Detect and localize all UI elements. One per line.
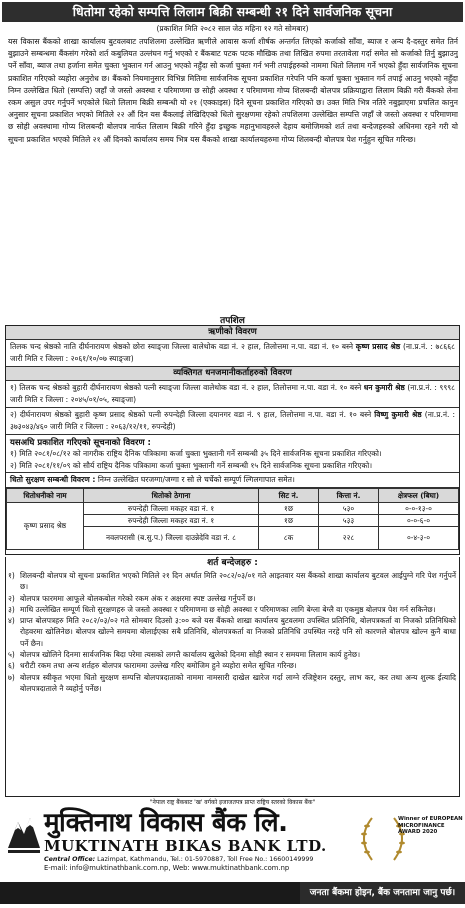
col-sheet: सिट नं.: [259, 489, 319, 503]
col-owner: धितोधनीको नाम: [7, 489, 84, 503]
term-text: बोलपत्र फारममा आफूले बोलकबोल गरेको रकम अंक र अक्षरमा स्पष्ट उल्लेख गर्नुपर्ने छ।: [20, 593, 256, 603]
guarantor-2-post: (ना.प्र.नं. : ३७३०४३/४६० जारी मिति र जिल्ला : २०६३/१२/११, रुपन्देही): [10, 410, 455, 431]
central-office: [44, 855, 313, 864]
license-tagline: "नेपाल राष्ट्र बैंकबाट 'ख' वर्गको इजाजतपत्र प्राप्त राष्ट्रिय स्तरको विकास बैंक": [149, 799, 316, 806]
borrower-heading: ऋणीको विवरण: [6, 326, 459, 340]
slogan-bar-left: [0, 882, 300, 904]
contact-line: E-mail: info@muktinathbank.com.np, Web: www.muktinathbank.com.np: [44, 864, 290, 872]
term-number: १): [8, 571, 15, 580]
bank-logo-icon: [6, 808, 42, 858]
slogan-bar: [0, 882, 465, 904]
kitta-cell: ५३३: [319, 515, 379, 527]
address-cell: रुपन्देही जिल्ला मकहर वडा नं. १: [84, 503, 259, 515]
brand-name-nepali: मुक्तिनाथ विकास बैंक लि.: [44, 808, 288, 838]
tapsil-heading: तपशिल: [220, 316, 245, 326]
brand-name-english: MUKTINATH BIKAS BANK LTD.: [44, 837, 327, 855]
prior-notice-item: १) मिति २०८१/०८/१२ को नागरीक राष्ट्रिय दैनिक पत्रिकामा कर्जा चुक्ता भुक्तानी गर्ने सम्बन्धी ३५ दिने सार्वजनिक सूचना प्रकाशित गरिएको।: [10, 449, 382, 458]
security-line: [6, 472, 459, 488]
intro-paragraph: यस विकास बैंकको शाखा कार्यालय बुटवलबाट तपशिलमा उल्लेखित ऋणीले आवास कर्जा शीर्षक अन्तर्गत लिएको कर्जाको साँवा, ब्याज र अन्य दै-दस्तुर समेत तिर्न बुझाउने सम्बन्धमा बैंकसंग गरेको शर्त कबुलियत उल्लंघन गर्नु भएको र बैंकबाट पटक पटक मौखिक तथा लिखित रुपमा तरतावेला गर्दा समेत सो कर्जाको तिर्नु बुझाउनु पर्ने साँवा, ब्याज तथा हर्जाना समेत चुक्ता भुक्तान गर्न आउनु भएको नहुँदा सो कर्जा चुक्ता गर्न भनी तपाईहरुको नाममा धितो लिलाम गर्ने भएको हुँदा सार्वजनिक सूचना प्रकाशित गरिएको व्यहोरा अनुरोध छ। बैंकको नियमानुसार विभिन्न मितिमा सार्वजनिक सूचना प्रकाशित गरेपनि पनि कर्जा चुक्ता भुक्तान गर्न तपाई आउनु भएको नहुँदा निम्न उल्लेखित धितो (सम्पत्ति) जहाँ जे जस्तो अवस्था र परिमाणमा छ सोही अवस्था र परिमाणमा गोप्य शिलबन्दी बोलपत्र प्रक्रियाद्वारा लिलाम बिक्री गरी बैंकको लेना रकम असुल उपर गर्नुपर्ने भएकोले धितो लिलाम बिक्री सम्बन्धी यो २१ (एक्काइस) दिने सूचना प्रकाशित गरिएको छ। उक्त मिति भित्र नतिरे नबुझाएमा प्रचलित कानुन अनुसार सूचना प्रकाशित भएको मितिले २२ औं दिन यस बैंकलाई लेखिदिएको धितो सुरक्षणमा रहेको तपशिलमा उल्लेखित सम्पत्ति जहाँ जे जस्तो अवस्था र परिमाणमा छ सोही अवस्थामा गोप्य शिलबन्दी बोलपत्र नार्फत लिलाम बिक्री गरिने हुँदा इच्छुक महानुभावहरुले देहाय बमोजिमको शर्त तथा बन्देजहरुको अधिनमा रहने गरी यो सूचना प्रकाशित भएको मितिले २१ औं दिनको कार्यालय समय भित्र यस बैंकको शाखा कार्यालयहरुमा गोप्य शिलबन्दी बोलपत्र पेश गर्नुहुन सूचित गरिन्छ।: [8, 37, 458, 144]
term-text: बोलपत्र खोलिने दिनमा सार्वजनिक बिदा परेमा त्यसको लगत्तै कार्यालय खुलेको दिनमा सोही स्थान र समयमा लिलाम कार्य हुनेछ।: [20, 650, 361, 660]
term-text: शिलबन्दी बोलपत्र यो सूचना प्रकाशित भएको मितिले २१ दिन अर्थात मिति २०८२/०३/०१ गते आइतवार यस बैंकको शाखा कार्यालय बुटवल आईपुग्ने गरि पेश गर्नुपर्ने छ।: [20, 571, 456, 592]
borrower-post: (ना.प्र.नं. : ७८६६८ जारी मिति र जिल्ला : २०६१/१०/०७ स्याङ्जा): [10, 342, 456, 363]
col-area: क्षेत्रफल (बिघा): [379, 489, 459, 503]
term-number: ४): [8, 616, 15, 626]
guarantor-1: [6, 381, 459, 408]
kitta-cell: २२८: [319, 527, 379, 550]
sheet-cell: १छ: [259, 515, 319, 527]
guarantor-1-name: धन कुमारी श्रेष्ठ: [363, 383, 405, 392]
terms-box: [5, 557, 460, 797]
slogan-text: जनता बैंकमा होइन, बैंक जनतामा जानु पर्छ।: [300, 882, 465, 904]
publish-date: (प्रकाशित मिति २०८२ साल जेठ महिना १२ गते सोमबार): [156, 24, 309, 33]
borrower-pre: तिलक चन्द श्रेष्ठको नाति दीर्घनारायण श्रेष्ठको छोरा स्याङ्जा जिल्ला वालेथोक वडा नं. २ हाल, तिलोत्तमा न.पा. वडा नं. १० बस्ने: [10, 342, 354, 351]
security-label: धितो सुरक्षण सम्बन्धी विवरण :: [10, 475, 96, 484]
table-row: [7, 503, 459, 515]
guarantor-2: [6, 408, 459, 435]
term-text: प्राप्त बोलपत्रहरु मिति २०८२/०३/०२ गते सोमबार दिउसो ३:०० बजे यस बैंकको शाखा कार्यालय बुटवलमा उपस्थित प्रतिनिधि, बोलपत्रकर्ता वा निजको प्रतिनिधिको रोहवरमा खोलिनेछ। बोलपत्र खोल्ने समयमा बोलाईएका सबै प्रतिनिधि, बोलपत्रकर्ता वा निजको प्रतिनिधि उपस्थित नरहे पनि सो कारणले बोलपत्र खोल्न कुनै बाधा पर्ने छैन।: [20, 616, 456, 648]
term-text: माथि उल्लेखित सम्पूर्ण धितो सुरक्षणहरु जे जस्तो अवस्था र परिमाणमा छ सोही अवस्था र परिमाणका लागि बेग्ला बेग्लै वा एकमुष्ठ बोलपत्र पेश गर्न सकिनेछ।: [20, 604, 436, 614]
term-number: २): [8, 593, 15, 603]
prior-notices-title: यसअघि प्रकाशित गरिएको सूचनाको विवरण :: [10, 438, 151, 448]
details-box: [5, 325, 460, 555]
property-table: [6, 488, 459, 550]
notice-title: धितोमा रहेको सम्पत्ति लिलाम बिक्री सम्बन्धी २१ दिने सार्वजनिक सूचना: [2, 2, 463, 22]
term-item: [6, 604, 459, 615]
prior-notice-item: २) मिति २०८१/११/०९ को सौर्य राष्ट्रिय दैनिक पत्रिकामा कर्जा चुक्ता भुक्तानी गर्ने सम्बन्धी १५ दिने सार्वजनिक सूचना प्रकाशित गरिएको।: [10, 461, 373, 470]
term-item: [6, 615, 459, 649]
term-number: ५): [8, 650, 15, 660]
address-cell: नवलपरासी (ब.सु.प.) जिल्ला दाउन्नेदेवि वडा नं. ८: [84, 527, 259, 550]
area-cell: ०-४-३-०: [379, 527, 459, 550]
term-number: ३): [8, 604, 15, 614]
col-kitta: कित्ता नं.: [319, 489, 379, 503]
table-header-row: [7, 489, 459, 503]
sheet-cell: १छ: [259, 503, 319, 515]
sheet-cell: ८क: [259, 527, 319, 550]
term-text: धरौटी रकम तथा अन्य शर्तहरु बोलपत्र फाराममा उल्लेख गरिए बमोजिम हुने व्यहोरा समेत सूचित गरिन्छ।: [20, 661, 297, 671]
term-item: [6, 660, 459, 671]
term-item: [6, 649, 459, 660]
address-cell: रुपन्देही जिल्ला मकहर वडा नं. १: [84, 515, 259, 527]
borrower-details: [6, 340, 459, 367]
term-number: ७): [8, 672, 15, 682]
area-cell: ०-०-६-०: [379, 515, 459, 527]
office-label: Central Office:: [44, 856, 96, 863]
kitta-cell: ५३०: [319, 503, 379, 515]
award-text: Winner of EUROPEAN MICROFINANCE AWARD 2020: [398, 816, 463, 836]
borrower-name: कृष्ण प्रसाद श्रेष्ठ: [355, 342, 401, 351]
term-item: [6, 570, 459, 593]
terms-heading: शर्त बन्देजहरु :: [207, 558, 258, 568]
guarantor-1-pre: १) तिलक चन्द श्रेष्ठको बुहारी दीर्घनारायण श्रेष्ठको पत्नी स्याङ्जा जिल्ला वालेथोक वडा नं. २ हाल, तिलोत्तमा न.पा. वडा नं. १० बस्ने: [10, 383, 362, 392]
guarantor-1-post: (ना.प्र.नं. : ९९९८ जारी मिति र जिल्ला : २०४५/०१/०५, स्याङ्जा): [10, 383, 456, 404]
col-address: धितोको ठेगाना: [84, 489, 259, 503]
guarantor-2-pre: २) दीर्घनारायण श्रेष्ठको बुहारी कृष्ण प्रसाद श्रेष्ठको पत्नी रुपन्देही जिल्ला दयानगर वडा नं. ९ हाल, तिलोत्तमा न.पा. वडा नं. १० बस्ने: [10, 410, 372, 419]
guarantor-heading: व्यक्तिगत धनजमानीकर्ताहरुको विवरण: [6, 367, 459, 381]
office-text: Lazimpat, Kathmandu, Tel.: 01-5970887, Toll Free No.: 16600149999: [97, 856, 314, 863]
term-item: [6, 672, 459, 695]
term-text: बोलपत्र स्वीकृत भएमा धितो सुरक्षण सम्पत्ति बोलपत्रदाताको नाममा नामसारी दाखेल खारेज गर्दा लाग्ने रजिष्ट्रेशन दस्तुर, लाभ कर, कर तथा अन्य शुल्क ईत्यादि बोलपत्रदाताले नै व्यहोर्नु पर्नेछ।: [20, 672, 456, 693]
term-item: [6, 593, 459, 604]
guarantor-2-name: विष्णु कुमारी श्रेष्ठ: [374, 410, 422, 419]
area-cell: ०-०-१३-०: [379, 503, 459, 515]
owner-cell: कृष्ण प्रसाद श्रेष्ठ: [7, 503, 84, 550]
security-text: निम्न उल्लेखित घरजग्गा/जग्गा र सो ले चर्चेको सम्पूर्ण ल्गिलगापात समेत।: [97, 475, 295, 484]
term-number: ६): [8, 661, 15, 671]
